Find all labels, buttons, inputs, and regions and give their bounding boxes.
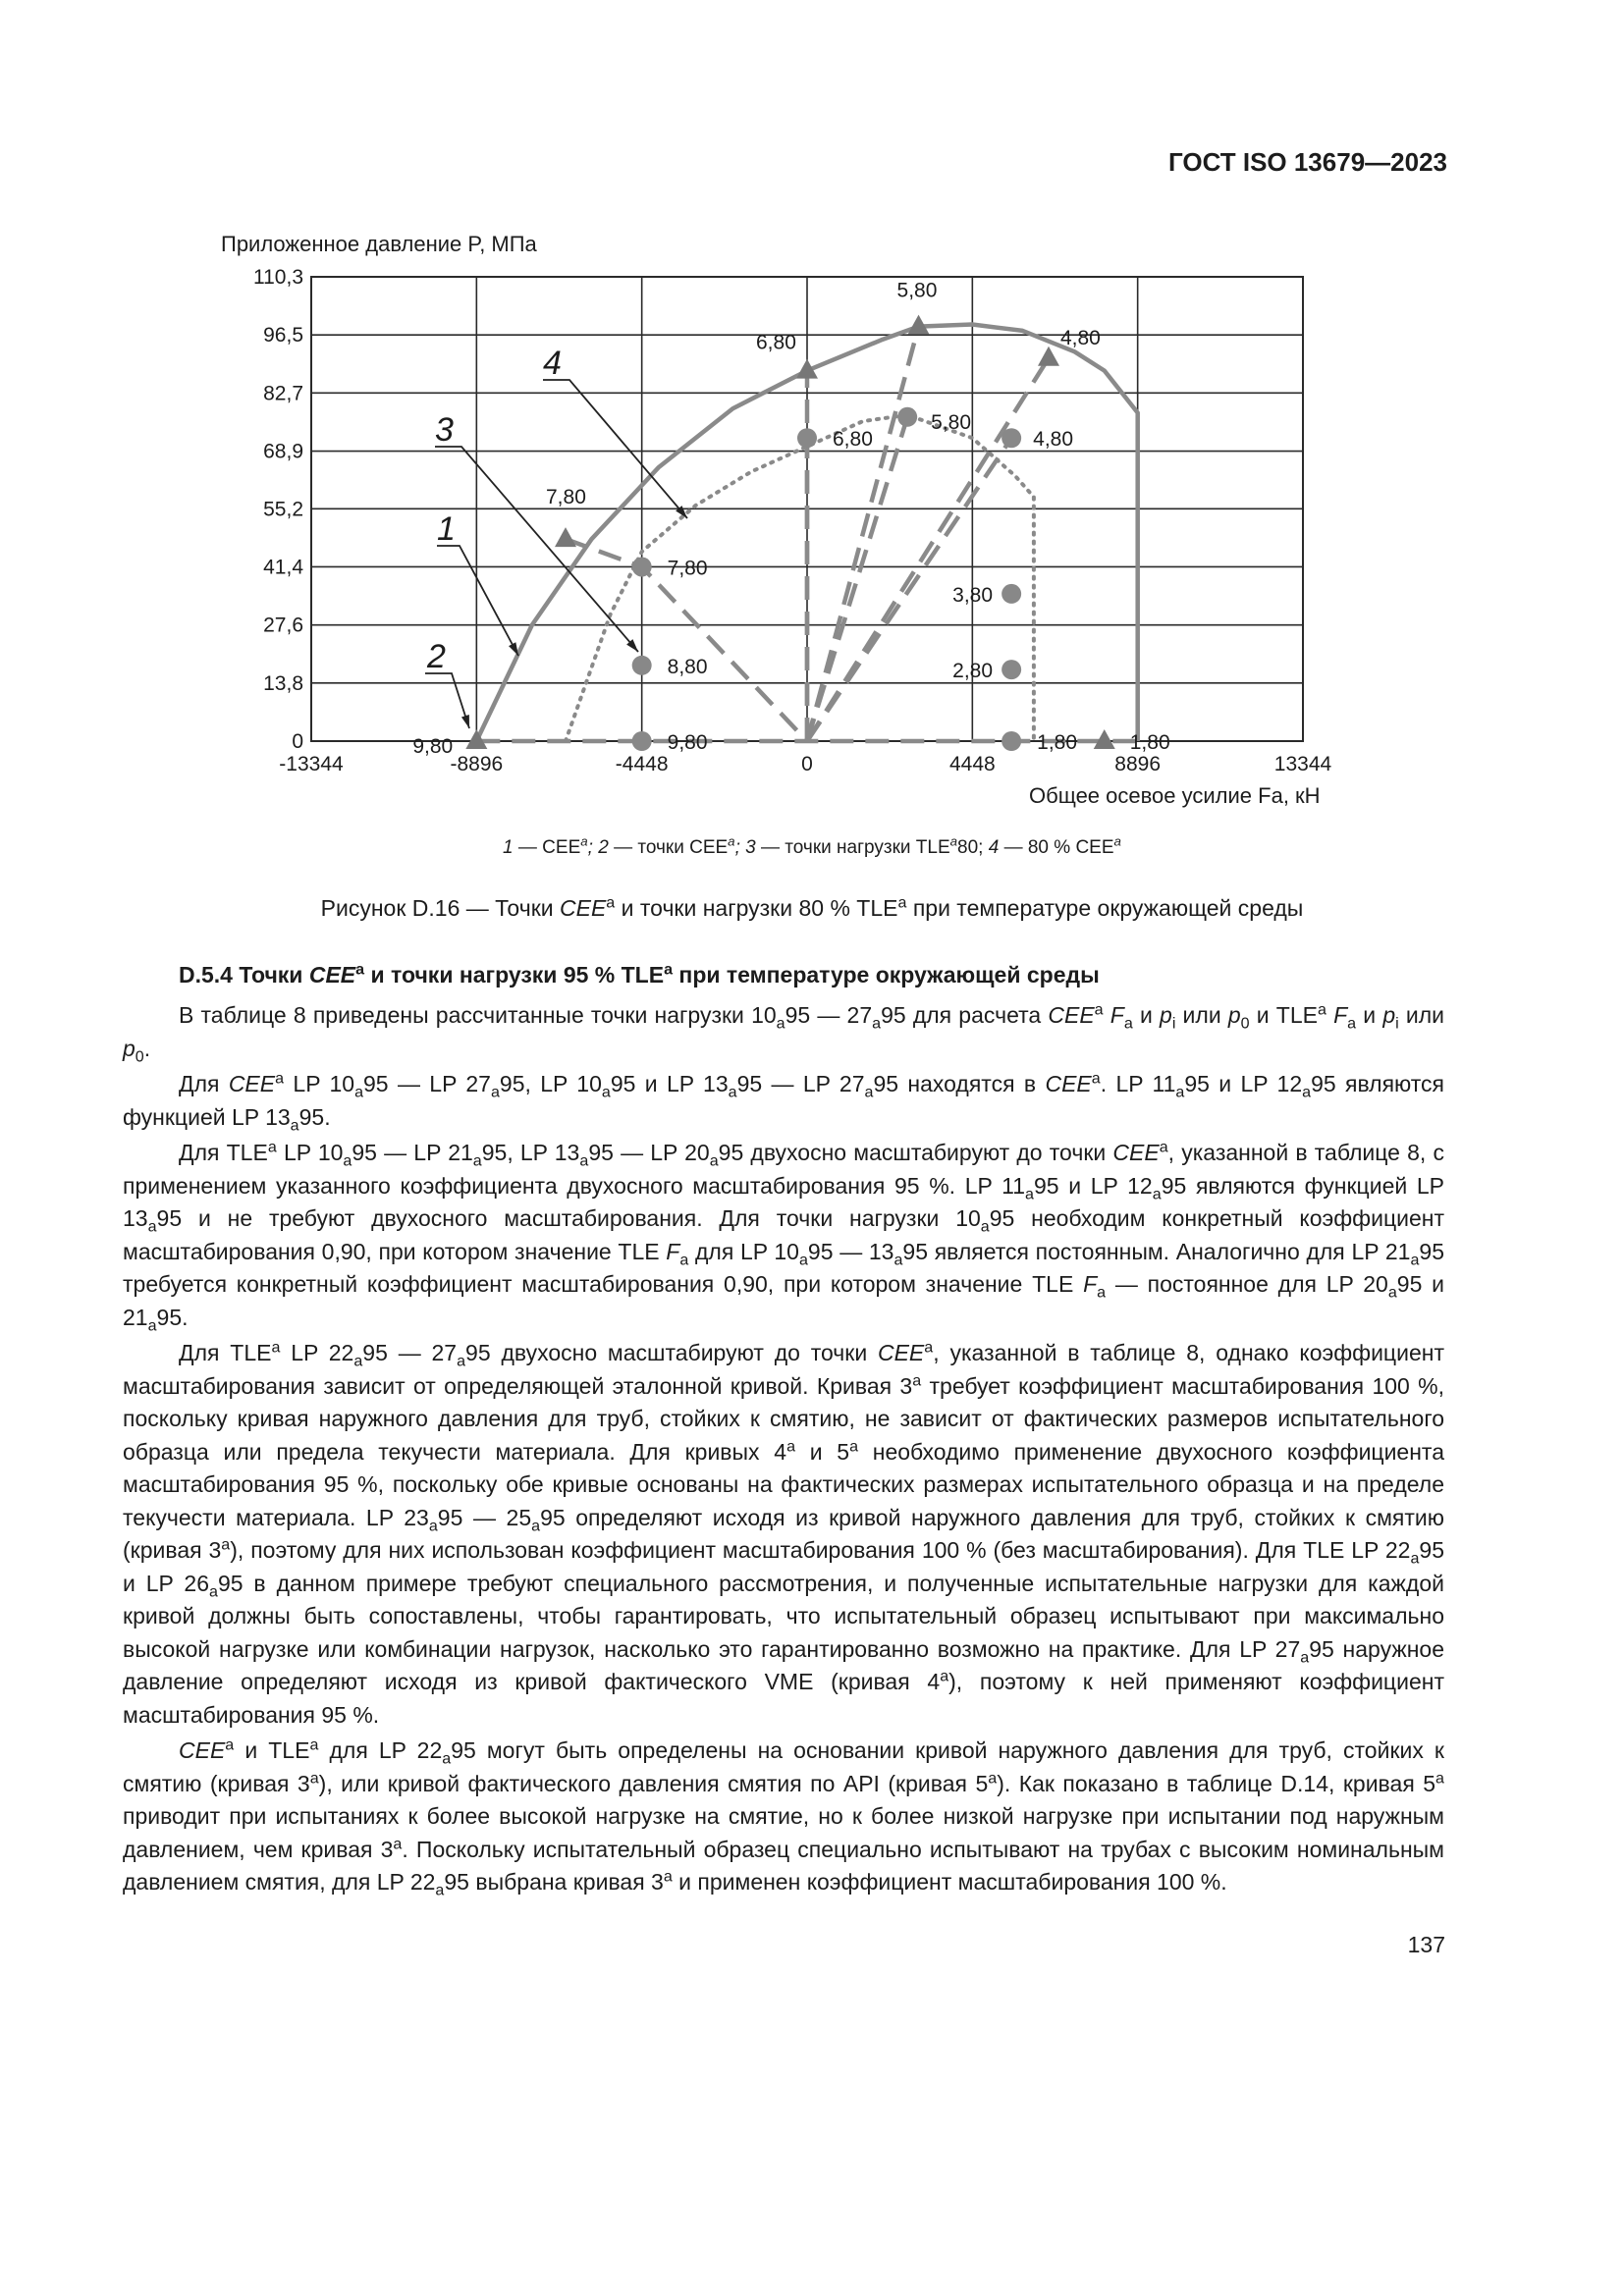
callout-number: 1	[437, 510, 456, 548]
y-tick-label: 110,3	[253, 266, 303, 289]
tle-point-label: 5,80	[931, 410, 972, 434]
legend-1-text: — CEE	[513, 837, 581, 858]
y-tick-label: 55,2	[263, 498, 303, 521]
tle-point-label: 8,80	[667, 655, 708, 678]
chart-marks	[412, 280, 1169, 758]
cee-point-label: 4,80	[1059, 326, 1101, 349]
tle-point-label: 4,80	[1033, 428, 1074, 452]
tle-point-label: 6,80	[833, 428, 873, 452]
tle-point-marker	[1001, 584, 1021, 604]
legend-2-text: — точки CEE	[608, 837, 729, 858]
x-tick-label: -13344	[279, 753, 344, 775]
curve-80-cee	[566, 415, 1034, 741]
paragraph-2: Для CEE$^a$ LP $10_a95$ — LP $27_a95$, LP $10_a95$ и LP $13_a95$ — LP $27_a95$ находятся в CEE$^a$. LP $11_a95$ и LP $12_a95$ являются функцией LP $13_a95$.	[123, 1069, 1445, 1135]
x-tick-label: 4448	[948, 753, 996, 775]
tle-point-marker	[797, 428, 817, 448]
cee-point-marker	[555, 527, 576, 547]
legend-1-number: 1	[503, 837, 514, 858]
legend-2-number: 2	[598, 837, 609, 858]
tle-point-marker	[632, 557, 652, 576]
callout-arrowhead	[509, 642, 518, 656]
x-axis-label: Общее осевое усилие Fa, кН	[1029, 783, 1321, 808]
tle-point-label: 2,80	[952, 660, 994, 683]
tle-point-marker	[632, 656, 652, 675]
callout-arrowhead	[461, 715, 469, 728]
paragraph-4: Для TLE$^a$ LP $22_a95$ — $27_a95$ двухосно масштабируют до точки CEE$^a$, указанной в таблице 8, однако коэффициент масштабирования зависит от определяющей эталонной кривой. Кривая 3$^a$ требует коэффициент масштабирования 100 %, поскольку кривая наружного давления для труб, стойких к смятию, не зависит от фактических размеров испытательного образца или предела текучести материала. Для кривых 4$^a$ и 5$^a$ необходимо применение двухосного коэффициента масштабирования 95 %, поскольку обе кривые основаны на фактических размерах испытательного образца и на пределе текучести материала. LP $23_a95$ — $25_a95$ определяют исходя из кривой наружного давления для труб, стойких к смятию (кривая 3$^a$), поэтому для них использован коэффициент масштабирования 100 % (без масштабирования). Для TLE LP $22_a95$ и LP $26_a95$ в данном примере требуют специального рассмотрения, и полученные испытательные нагрузки для каждой кривой должны быть сопоставлены, чтобы гарантировать, что испытательный образец испытывают при максимально высокой нагрузке или комбинации нагрузок, насколько это гарантированно возможно на практике. Для LP $27_a95$ наружное давление определяют исходя из кривой фактического VME (кривая 4$^a$), поэтому к ней применяют коэффициент масштабирования 95 %.	[123, 1338, 1445, 1728]
tle-point-marker	[897, 407, 917, 427]
x-tick-label: 0	[801, 753, 813, 775]
callout-number: 3	[435, 411, 454, 449]
paragraph-1: В таблице 8 приведены рассчитанные точки нагрузки $10_a95$ — $27_a95$ для расчета CEE$^a$ $F_a$ и $p_i$ или $p_0$ и TLE$^a$ $F_a$ и $p_i$ или $p_0$.	[123, 1000, 1444, 1066]
cee-point-marker	[1038, 347, 1059, 366]
tle-point-label: 3,80	[952, 583, 994, 607]
y-tick-label: 41,4	[263, 556, 303, 579]
cee-point-label: 9,80	[412, 735, 454, 758]
section-heading: D.5.4 Точки $CEE^а$ и точки нагрузки 95 % $TLE^а$ при температуре окружающей среды	[179, 960, 1100, 988]
load-path-line	[807, 327, 919, 741]
cee-point-label: 5,80	[896, 279, 938, 302]
x-tick-label: 13344	[1273, 753, 1332, 775]
cee-point-label: 1,80	[1129, 731, 1170, 754]
x-tick-label: 8896	[1114, 753, 1162, 775]
document-code: ГОСТ ISO 13679—2023	[1167, 147, 1447, 177]
figure-legend: 1 — $CEE^а$; 2 — точки $CEE^а$; 3 — точки нагрузки $TLE^а80$; 4 — 80 % $CEE^а$	[503, 833, 1121, 858]
pressure-force-chart	[0, 0, 1624, 825]
legend-4-number: 4	[988, 837, 1000, 858]
callout-leader	[437, 546, 518, 656]
tle-point-marker	[1001, 731, 1021, 751]
page-number: 137	[1407, 1932, 1445, 1957]
tle-point-label: 7,80	[667, 557, 708, 580]
cee-point-label: 7,80	[546, 486, 586, 509]
figure-caption: Рисунок D.16 — Точки $CEE^а$ и точки нагрузки 80 % $TLE^а$ при температуре окружающей среды	[320, 893, 1304, 921]
cee-point-label: 6,80	[756, 331, 796, 354]
tle-point-marker	[632, 731, 652, 751]
tle-point-label: 9,80	[667, 731, 708, 754]
tle-point-marker	[1001, 428, 1021, 448]
paragraph-5: CEE$^a$ и TLE$^a$ для LP $22_a95$ могут быть определены на основании кривой наружного давления для труб, стойких к смятию (кривая 3$^a$), или кривой фактического давления смятия по API (кривая 5$^a$). Как показано в таблице D.14, кривая 5$^a$ приводит при испытаниях к более высокой нагрузке на смятие, но к более низкой нагрузке при испытании под наружным давлением, чем кривая 3$^a$. Поскольку испытательный образец специально испытывают на трубах с высоким номинальным давлением смятия, для LP $22_a95$ выбрана кривая 3$^a$ и применен коэффициент масштабирования 100 %.	[123, 1735, 1444, 1899]
paragraph-3: Для TLE$^a$ LP $10_a95$ — LP $21_a95$, LP $13_a95$ — LP $20_a95$ двухосно масштабируют до точки CEE$^a$, указанной в таблице 8, с применением указанного коэффициента двухосного масштабирования 95 %. LP $11_a95$ и LP $12_a95$ являются функцией LP $13_a95$ и не требуют двухосного масштабирования. Для точки нагрузки $10_a95$ необходим конкретный коэффициент масштабирования 0,90, при котором значение TLE $F_a$ для LP $10_a95$ — $13_a95$ является постоянным. Аналогично для LP $21_a95$ требуется конкретный коэффициент масштабирования 0,90, при котором значение TLE $F_a$ — постоянное для LP $20_a95$ и $21_a95$.	[123, 1138, 1445, 1335]
y-axis-label: Приложенное давление P, МПа	[221, 232, 537, 256]
legend-4-text: — 80 % CEE	[999, 837, 1114, 858]
callout-number: 2	[427, 638, 446, 675]
body-text	[123, 999, 1444, 1902]
legend-3-number: 3	[745, 837, 756, 858]
y-tick-label: 13,8	[263, 671, 303, 695]
callout-leader	[425, 673, 469, 728]
callout-number: 4	[543, 345, 562, 382]
y-tick-label: 27,6	[263, 614, 303, 637]
load-path-line	[807, 417, 907, 741]
y-tick-label: 96,5	[263, 324, 303, 347]
x-tick-label: -4448	[615, 753, 669, 775]
tle-point-label: 1,80	[1037, 731, 1078, 754]
y-tick-label: 0	[292, 730, 303, 753]
legend-3-text: — точки нагрузки TLE	[755, 837, 950, 858]
x-tick-label: -8896	[450, 753, 504, 775]
tle-point-marker	[1001, 660, 1021, 679]
y-tick-label: 68,9	[263, 440, 303, 463]
y-tick-label: 82,7	[263, 382, 303, 405]
